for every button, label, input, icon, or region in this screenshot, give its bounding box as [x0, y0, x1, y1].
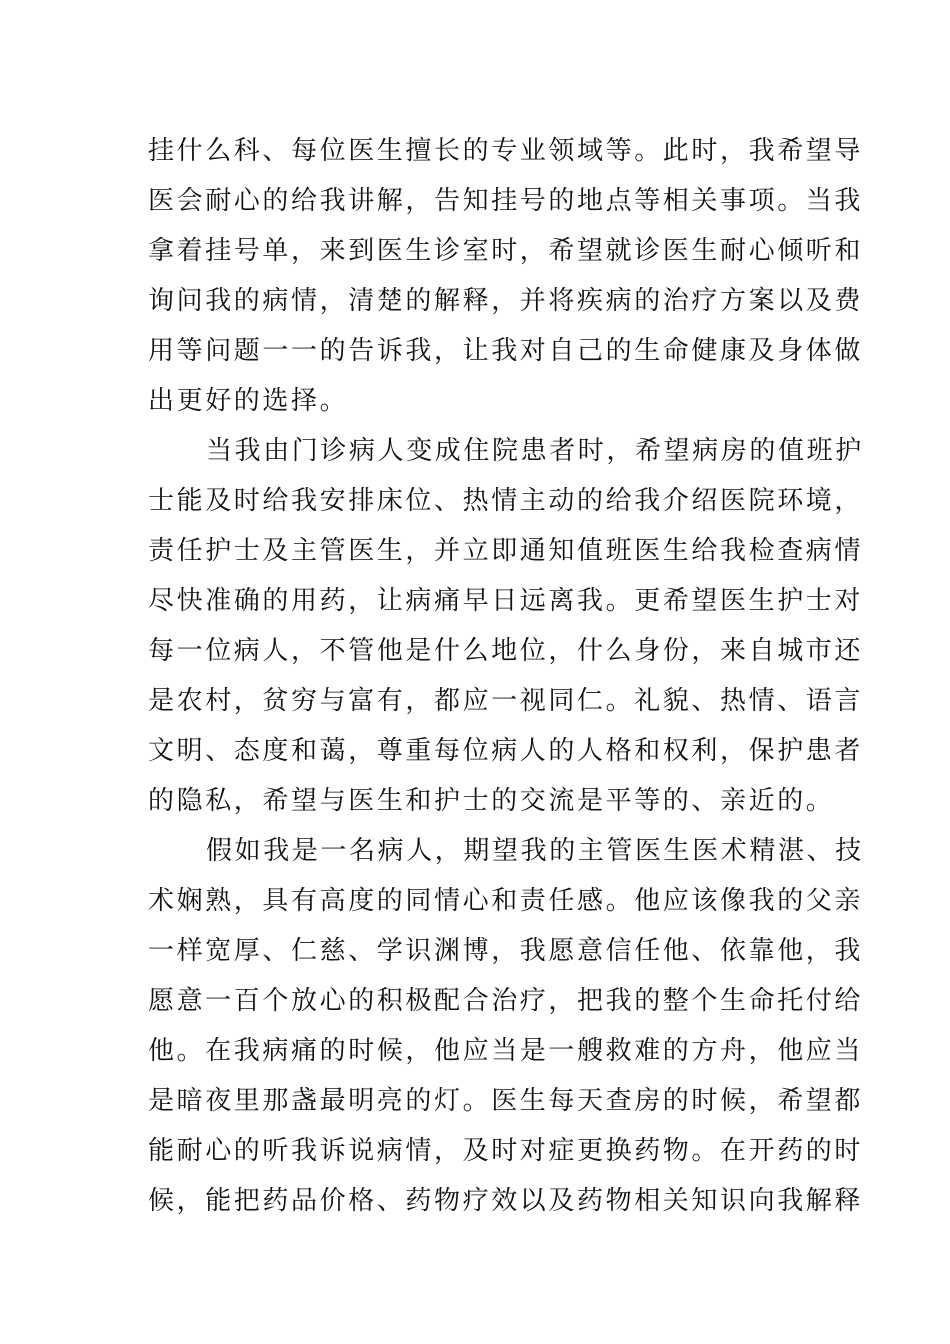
text-line: 用等问题一一的告诉我，让我对自己的生命健康及身体做	[148, 336, 864, 366]
text-line: 能耐心的听我诉说病情，及时对症更换药物。在开药的时	[148, 1136, 864, 1166]
text-line: 挂什么科、每位医生擅长的专业领域等。此时，我希望导	[148, 136, 864, 166]
text-line: 术娴熟，具有高度的同情心和责任感。他应该像我的父亲	[148, 886, 864, 916]
text-line: 士能及时给我安排床位、热情主动的给我介绍医院环境，	[148, 486, 864, 516]
text-line: 医会耐心的给我讲解，告知挂号的地点等相关事项。当我	[148, 186, 864, 216]
text-line: 候，能把药品价格、药物疗效以及药物相关知识向我解释	[148, 1186, 864, 1216]
text-line: 责任护士及主管医生，并立即通知值班医生给我检查病情	[148, 536, 864, 566]
paragraph-first-line: 假如我是一名病人，期望我的主管医生医术精湛、技	[206, 836, 864, 866]
text-line: 询问我的病情，清楚的解释，并将疾病的治疗方案以及费	[148, 286, 864, 316]
text-line: 愿意一百个放心的积极配合治疗，把我的整个生命托付给	[148, 986, 864, 1016]
text-line: 尽快准确的用药，让病痛早日远离我。更希望医生护士对	[148, 586, 864, 616]
text-line: 一样宽厚、仁慈、学识渊博，我愿意信任他、依靠他，我	[148, 936, 864, 966]
text-line: 拿着挂号单，来到医生诊室时，希望就诊医生耐心倾听和	[148, 236, 864, 266]
text-line: 他。在我病痛的时候，他应当是一艘救难的方舟，他应当	[148, 1036, 864, 1066]
text-line: 文明、态度和蔼，尊重每位病人的人格和权利，保护患者	[148, 736, 864, 766]
text-line: 是暗夜里那盏最明亮的灯。医生每天查房的时候，希望都	[148, 1086, 864, 1116]
document-body	[148, 126, 864, 1226]
text-line: 是农村，贫穷与富有，都应一视同仁。礼貌、热情、语言	[148, 686, 864, 716]
paragraph-first-line: 当我由门诊病人变成住院患者时，希望病房的值班护	[206, 436, 864, 466]
text-line: 出更好的选择。	[148, 386, 349, 416]
text-line: 的隐私，希望与医生和护士的交流是平等的、亲近的。	[148, 786, 835, 816]
text-line: 每一位病人，不管他是什么地位，什么身份，来自城市还	[148, 636, 864, 666]
